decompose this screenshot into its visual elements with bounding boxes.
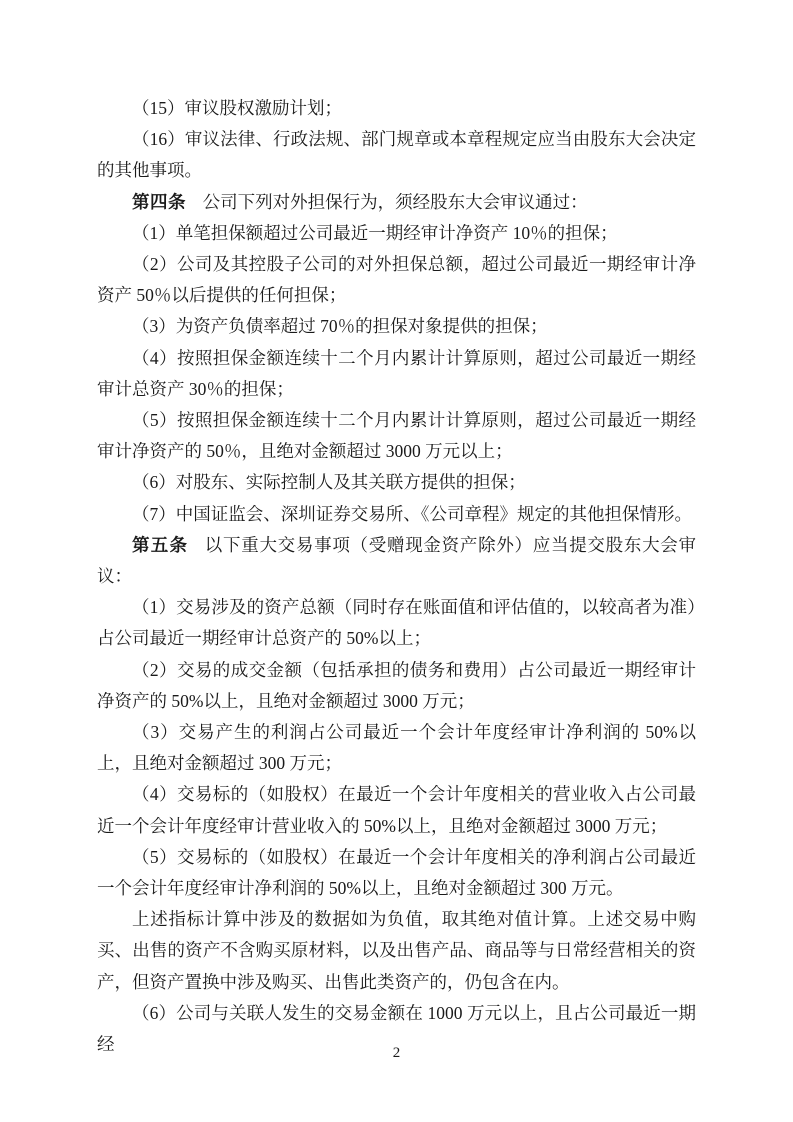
clause-text: （2）公司及其控股子公司的对外担保总额，超过公司最近一期经审计净资产 50％以后提供的任何担保； bbox=[97, 254, 696, 306]
clause-text: （16）审议法律、行政法规、部门规章或本章程规定应当由股东大会决定的其他事项。 bbox=[97, 129, 696, 181]
paragraph bbox=[97, 717, 696, 779]
article-paragraph bbox=[97, 530, 696, 592]
clause-text: （3）交易产生的利润占公司最近一个会计年度经审计净利润的 50%以上，且绝对金额超过 300 万元； bbox=[97, 722, 696, 774]
paragraph bbox=[97, 842, 696, 904]
clause-text: （15）审议股权激励计划； bbox=[132, 98, 342, 118]
clause-text: （1）单笔担保额超过公司最近一期经审计净资产 10％的担保； bbox=[132, 222, 618, 243]
article-text: 以下重大交易事项（受赠现金资产除外）应当提交股东大会审议： bbox=[97, 534, 697, 587]
clause-text: （6）对股东、实际控制人及其关联方提供的担保； bbox=[132, 472, 526, 493]
paragraph bbox=[97, 499, 696, 530]
clause-text: （4）按照担保金额连续十二个月内累计计算原则，超过公司最近一期经审计总资产 30％的担保； bbox=[97, 347, 696, 399]
paragraph bbox=[97, 93, 696, 124]
paragraph bbox=[97, 592, 696, 654]
paragraph bbox=[97, 467, 696, 498]
document-body bbox=[97, 93, 696, 1060]
article-label: 第五条 bbox=[132, 534, 189, 555]
paragraph bbox=[97, 405, 696, 467]
paragraph bbox=[97, 249, 696, 311]
paragraph bbox=[97, 655, 696, 717]
clause-text: （1）交易涉及的资产总额（同时存在账面值和评估值的，以较高者为准）占公司最近一期经审计总资产的 50%以上； bbox=[97, 597, 696, 649]
clause-text: 上述指标计算中涉及的数据如为负值，取其绝对值计算。上述交易中购买、出售的资产不含购买原材料，以及出售产品、商品等与日常经营相关的资产，但资产置换中涉及购买、出售此类资产的，仍包含在内。 bbox=[97, 909, 696, 992]
clause-text: （3）为资产负债率超过 70％的担保对象提供的担保； bbox=[132, 316, 548, 337]
paragraph bbox=[97, 124, 696, 186]
paragraph bbox=[97, 779, 696, 841]
article-label: 第四条 bbox=[132, 191, 186, 212]
clause-text: （6）公司与关联人发生的交易金额在 1000 万元以上，且占公司最近一期经 bbox=[97, 1002, 696, 1055]
paragraph bbox=[97, 904, 696, 998]
paragraph bbox=[97, 343, 696, 405]
clause-text: （7）中国证监会、深圳证券交易所、《公司章程》规定的其他担保情形。 bbox=[132, 503, 692, 524]
clause-text: （5）按照担保金额连续十二个月内累计计算原则，超过公司最近一期经审计净资产的 50％，且绝对金额超过 3000 万元以上； bbox=[97, 410, 696, 462]
clause-text: （4）交易标的（如股权）在最近一个会计年度相关的营业收入占公司最近一个会计年度经审计营业收入的 50%以上，且绝对金额超过 3000 万元； bbox=[97, 784, 696, 836]
paragraph bbox=[97, 218, 696, 249]
article-text: 公司下列对外担保行为，须经股东大会审议通过： bbox=[202, 191, 588, 212]
article-paragraph bbox=[97, 187, 696, 218]
page-number: 2 bbox=[392, 1045, 401, 1061]
paragraph bbox=[97, 311, 696, 342]
clause-text: （2）交易的成交金额（包括承担的债务和费用）占公司最近一期经审计净资产的 50%以上，且绝对金额超过 3000 万元； bbox=[97, 659, 696, 711]
clause-text: （5）交易标的（如股权）在最近一个会计年度相关的净利润占公司最近一个会计年度经审计净利润的 50%以上，且绝对金额超过 300 万元。 bbox=[97, 846, 696, 899]
